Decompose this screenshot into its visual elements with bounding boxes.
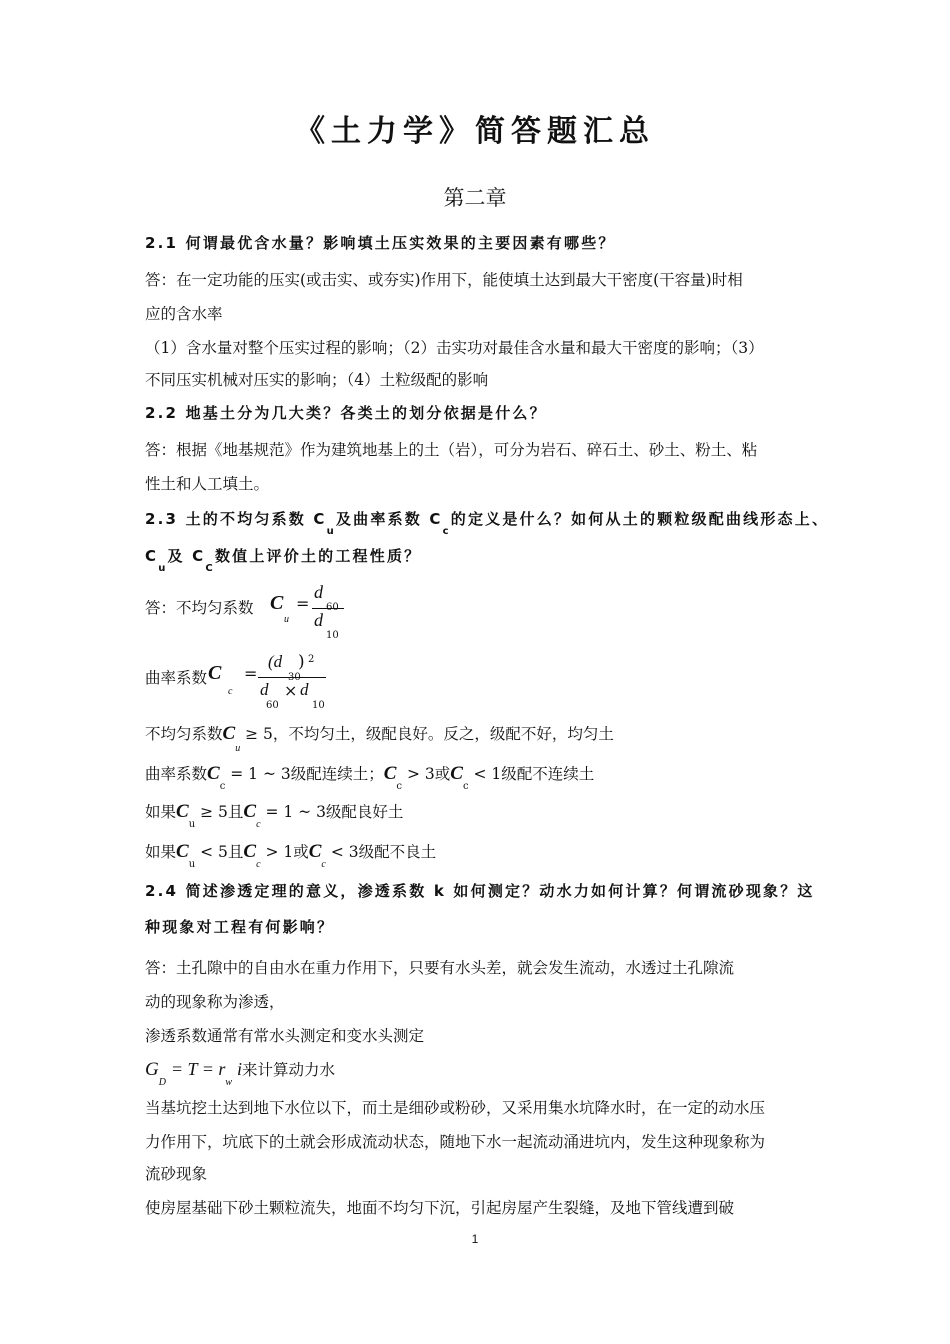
criteria-2-text-c: < 1级配不连续土 xyxy=(473,765,595,783)
formula-cu-den-sub: 10 xyxy=(326,630,339,641)
criteria-2-symbol-b: C xyxy=(383,763,397,784)
criteria-4-symbol-c: C xyxy=(308,841,322,862)
criteria-2-symbol-c: C xyxy=(450,763,463,784)
q23-sub-u: u xyxy=(326,526,336,537)
criteria-4-label: 如果 xyxy=(145,843,177,861)
formula-cu-fraction-line xyxy=(312,608,344,609)
criteria-2-sub-b: c xyxy=(396,781,403,792)
criteria-4-text-b: > 1或 xyxy=(265,843,309,861)
formula-r-sub: w xyxy=(225,1077,233,1088)
answer-2-4-line6: 流砂现象 xyxy=(145,1165,208,1183)
answer-2-1-line1: 答：在一定功能的压实(或击实、或夯实)作用下，能使填土达到最大干密度(干容量)时相 xyxy=(145,271,743,289)
formula-cc-symbol: C xyxy=(208,662,222,684)
criteria-4-text-c: < 3级配不良土 xyxy=(330,843,437,861)
formula-cc-numerator: (d xyxy=(268,652,283,671)
criteria-3-text-b: = 1 ~ 3级配良好土 xyxy=(265,803,404,821)
chapter-heading: 第二章 xyxy=(443,186,507,210)
formula-cc-den-sub-b: 10 xyxy=(312,700,325,711)
criteria-4-symbol: C xyxy=(176,841,189,862)
criteria-2-text: = 1 ~ 3级配连续土； xyxy=(230,765,384,783)
criteria-2-label: 曲率系数 xyxy=(145,765,208,783)
criteria-4-sub: u xyxy=(188,859,196,870)
question-2-3-line2 xyxy=(145,545,422,574)
formula-g-sub: D xyxy=(158,1077,166,1088)
q23-l2-b: 及 C xyxy=(167,547,206,565)
formula-cc-sub: c xyxy=(228,686,233,697)
question-2-1: 2.1 何谓最优含水量？影响填土压实效果的主要因素有哪些？ xyxy=(145,234,616,252)
formula-cc-num-close: ) xyxy=(298,652,305,672)
formula-cc-fraction-line xyxy=(258,677,326,678)
formula-i-symbol: i xyxy=(237,1059,243,1079)
q23-text-a: 2.3 土的不均匀系数 C xyxy=(145,510,327,528)
answer-2-4-line3: 渗透系数通常有常水头测定和变水头测定 xyxy=(145,1027,425,1045)
formula-cc-den-sub-a: 60 xyxy=(266,700,279,711)
q23-text-b: 及曲率系数 C xyxy=(335,510,443,528)
formula-cc-den-times: × xyxy=(284,681,298,700)
criteria-line-1 xyxy=(145,722,614,754)
criteria-1-text: ≥ 5，不均匀土，级配良好。反之，级配不好，均匀土 xyxy=(245,725,614,743)
criteria-3-symbol: C xyxy=(176,801,189,822)
q23-l2-sub1: u xyxy=(158,563,168,574)
formula-cu-sub: u xyxy=(284,614,289,625)
criteria-3-sub: u xyxy=(188,819,196,830)
formula-cu-equals: = xyxy=(296,594,310,613)
formula-cc-den-b: d xyxy=(300,680,309,699)
answer-2-4-line5: 力作用下，坑底下的土就会形成流动状态，随地下水一起流动涌进坑内，发生这种现象称为 xyxy=(145,1133,766,1151)
answer-2-4-line4: 当基坑挖土达到地下水位以下，而土是细砂或粉砂，又采用集水坑降水时，在一定的动水压 xyxy=(145,1099,766,1117)
q23-l2-sub2: C xyxy=(205,563,215,574)
criteria-4-sub-c: c xyxy=(321,859,326,870)
criteria-1-sub: u xyxy=(235,743,241,754)
formula-cc-label: 曲率系数 xyxy=(145,669,208,687)
criteria-line-3 xyxy=(145,800,404,830)
answer-2-1-line2: 应的含水率 xyxy=(145,305,223,323)
formula-g-text: 来计算动力水 xyxy=(242,1061,336,1079)
formula-cu-numerator: d xyxy=(314,582,323,602)
criteria-1-label: 不均匀系数 xyxy=(145,725,223,743)
question-2-2: 2.2 地基土分为几大类？各类土的划分依据是什么？ xyxy=(145,404,547,422)
formula-g-middle: = T = r xyxy=(170,1059,226,1079)
criteria-4-sub-b: c xyxy=(256,859,261,870)
q23-sub-c: c xyxy=(442,526,451,537)
formula-cc-equals: = xyxy=(244,664,258,683)
answer-2-1-line3: （1）含水量对整个压实过程的影响；（2）击实功对最佳含水量和最大干密度的影响；（3） xyxy=(145,339,764,357)
criteria-2-sub-c: c xyxy=(462,781,469,792)
q23-text-c: 的定义是什么？如何从土的颗粒级配曲线形态上、 xyxy=(450,510,830,528)
formula-g-symbol: G xyxy=(145,1059,159,1080)
criteria-3-sub-b: c xyxy=(256,819,261,830)
criteria-3-text: ≥ 5且 xyxy=(200,803,244,821)
page-number: 1 xyxy=(471,1232,479,1246)
criteria-2-symbol: C xyxy=(207,763,220,784)
q23-l2-c: 数值上评价土的工程性质？ xyxy=(214,547,422,565)
answer-2-4-line2: 动的现象称为渗透， xyxy=(145,993,285,1011)
criteria-1-symbol: C xyxy=(222,723,236,744)
answer-2-4-line1: 答：土孔隙中的自由水在重力作用下，只要有水头差，就会发生流动，水透过土孔隙流 xyxy=(145,959,735,977)
criteria-3-label: 如果 xyxy=(145,803,177,821)
formula-cu-label: 答：不均匀系数 xyxy=(145,599,254,617)
criteria-2-sub: c xyxy=(219,781,226,792)
criteria-3-symbol-b: C xyxy=(243,801,257,822)
question-2-3-line1 xyxy=(145,508,830,537)
document-title: 《土力学》简答题汇总 xyxy=(295,114,655,149)
formula-dynamic-water xyxy=(145,1058,336,1088)
formula-cc-den-a: d xyxy=(260,680,269,699)
question-2-4-line1: 2.4 简述渗透定理的意义，渗透系数 k 如何测定？动水力如何计算？何谓流砂现象？这 xyxy=(145,882,815,900)
criteria-line-4 xyxy=(145,840,437,870)
criteria-2-text-b: > 3或 xyxy=(406,765,451,783)
answer-2-1-line4: 不同压实机械对压实的影响；（4）土粒级配的影响 xyxy=(145,371,489,389)
criteria-line-2 xyxy=(145,762,595,792)
answer-2-2-line1: 答：根据《地基规范》作为建筑地基上的土（岩），可分为岩石、碎石土、砂土、粉土、粘 xyxy=(145,441,758,459)
formula-cu-symbol: C xyxy=(270,592,284,614)
answer-2-4-line7: 使房屋基础下砂土颗粒流失，地面不均匀下沉，引起房屋产生裂缝，及地下管线遭到破 xyxy=(145,1199,735,1217)
formula-cu-denominator: d xyxy=(314,610,323,630)
answer-2-2-line2: 性土和人工填土。 xyxy=(145,475,270,493)
question-2-4-line2: 种现象对工程有何影响？ xyxy=(145,918,335,936)
formula-cc-num-sup: 2 xyxy=(308,654,315,665)
criteria-4-symbol-b: C xyxy=(243,841,257,862)
criteria-4-text: < 5且 xyxy=(200,843,244,861)
q23-l2-a: C xyxy=(145,547,159,565)
